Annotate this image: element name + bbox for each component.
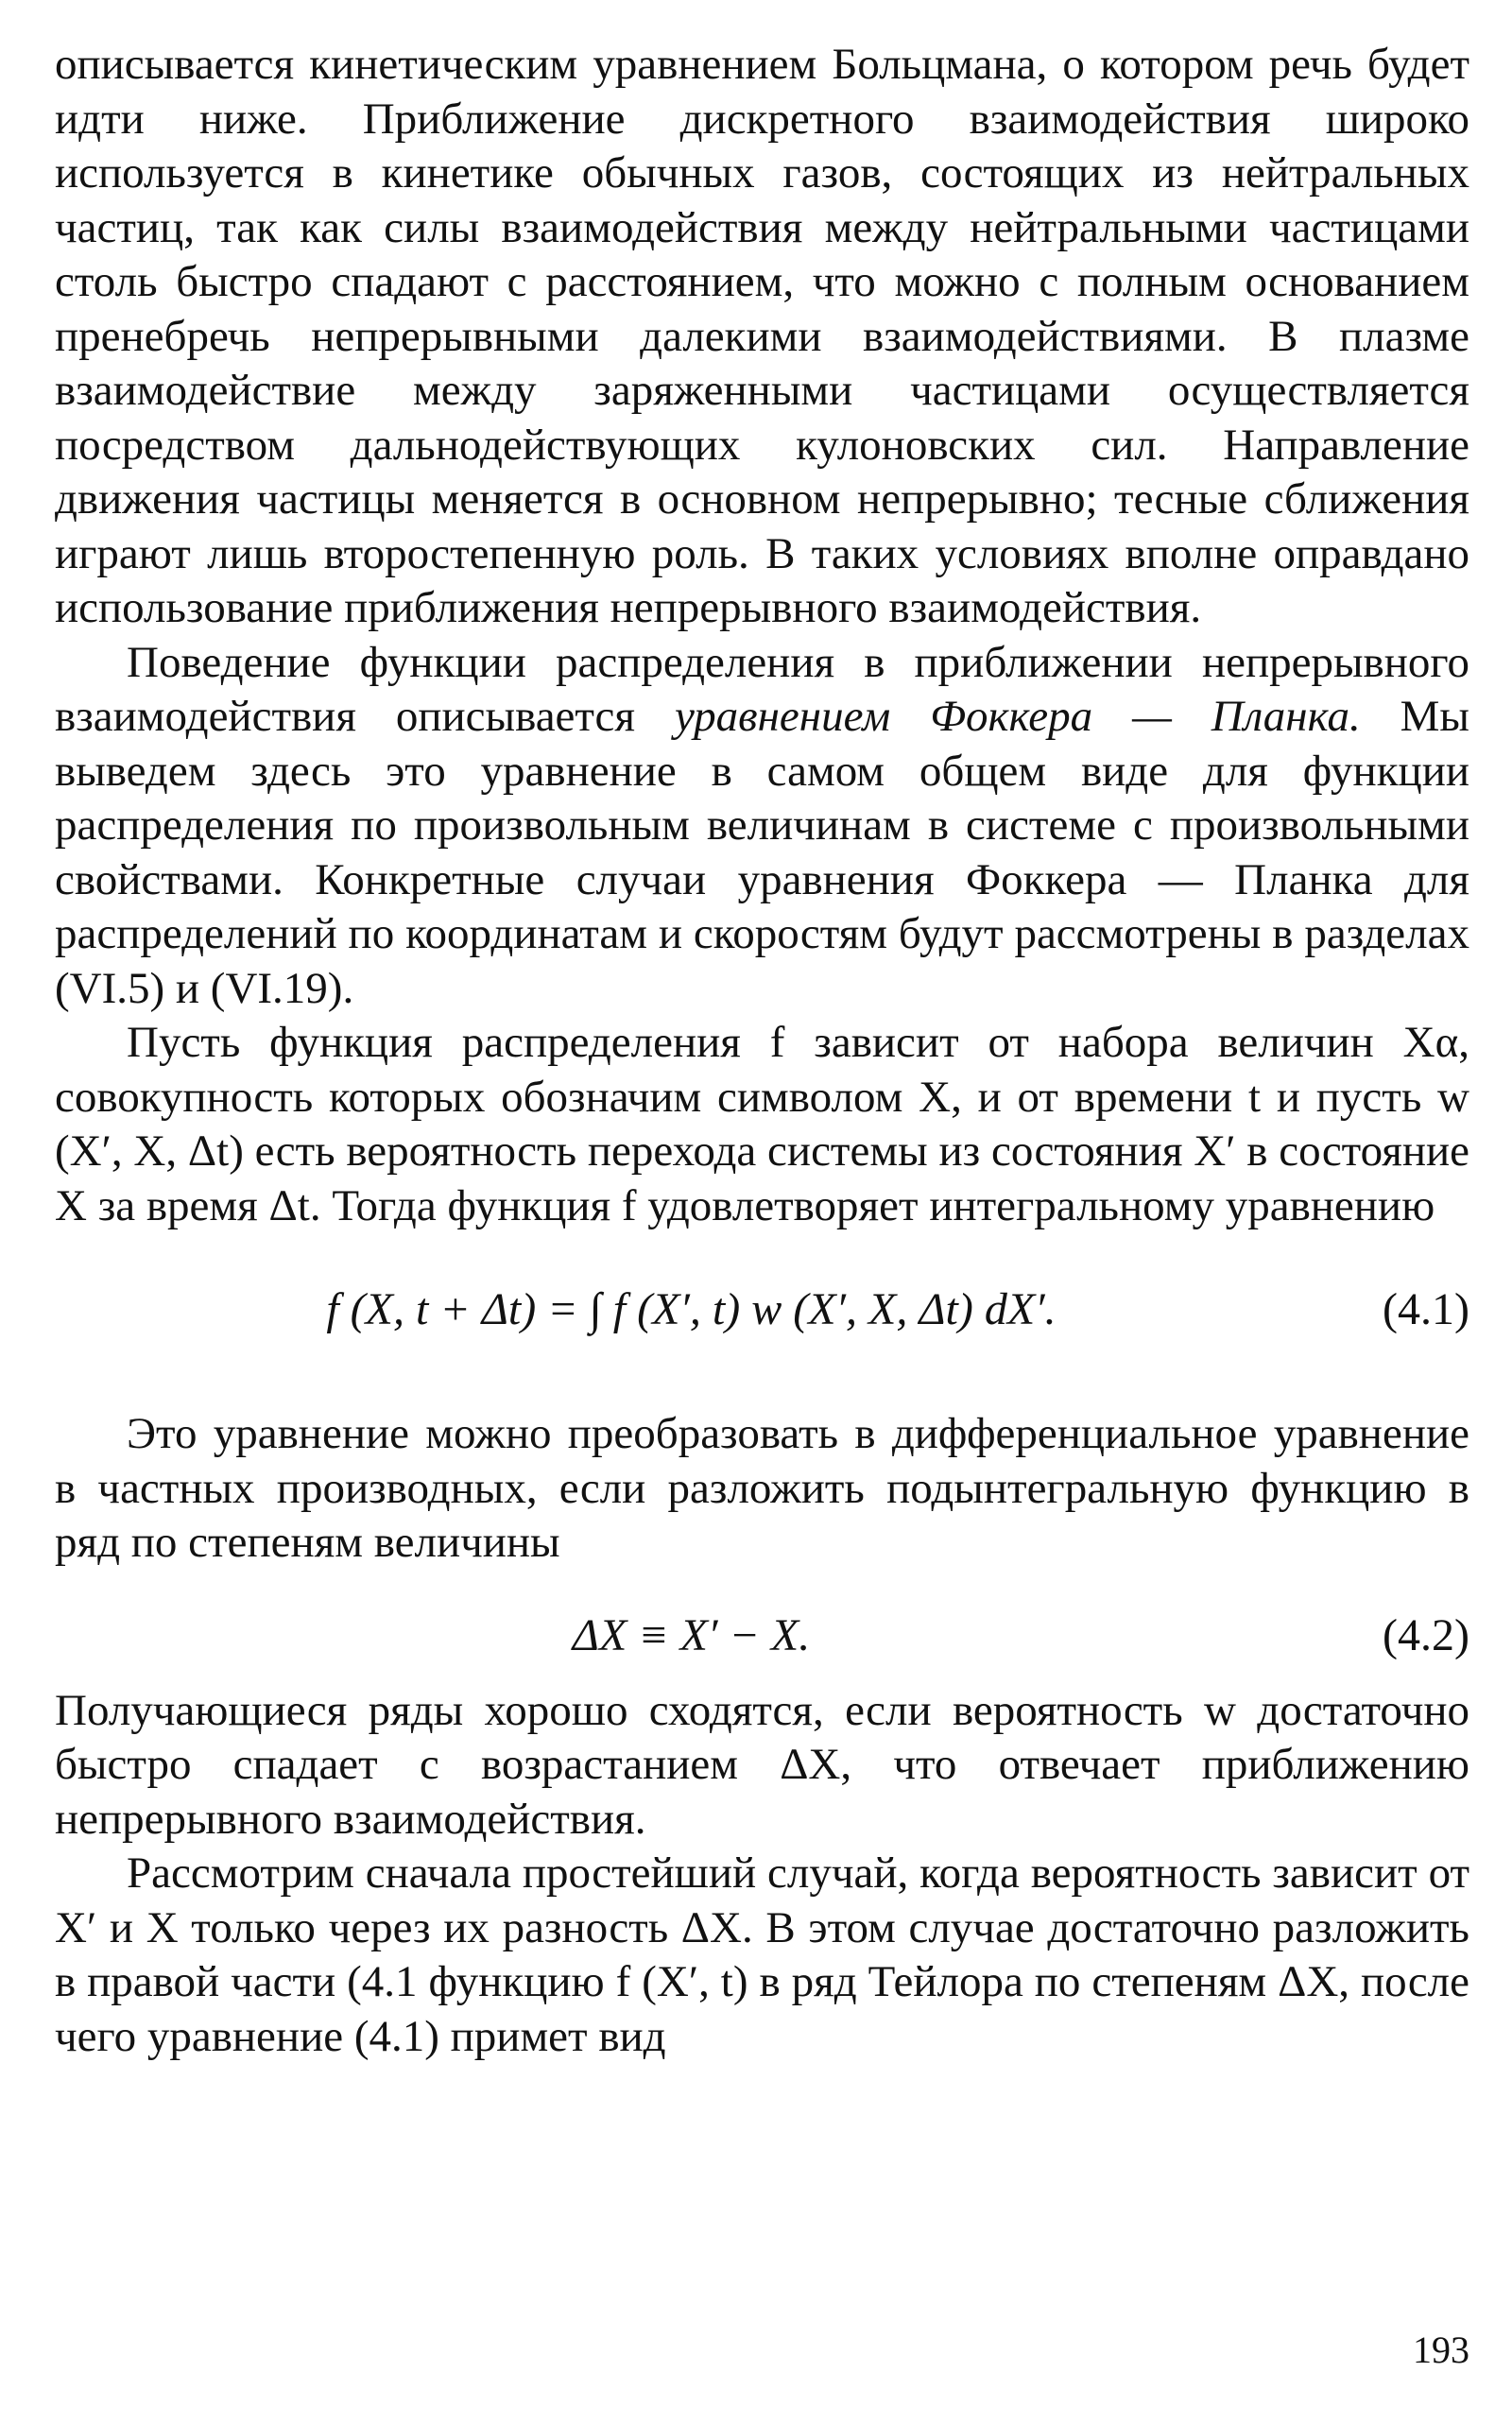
equation-body: ΔX ≡ X′ − X. [572, 1609, 811, 1660]
equation-body: f (X, t + Δt) = ∫ f (X′, t) w (X′, X, Δt) dX′. [326, 1284, 1057, 1334]
paragraph-distribution-function: Пусть функция распределения f зависит от набора величин Xα, совокупность которых обозначим символом X, и от времени t и пусть w (X′, X, Δt) есть вероятность перехода системы из состояния X′ в состояние X за время Δt. Тогда функция f удовлетворяет интегральному уравнению [55, 1018, 1469, 1230]
paragraph-boltzmann: описывается кинетическим уравнением Больцмана, о котором речь будет идти ниже. Приближение дискретного взаимодействия широко используется в кинетике обычных газов, состоящих из нейтральных частиц, так как силы взаимодействия между нейтральными частицами столь быстро спадают с расстоянием, что можно с полным основанием пренебречь непрерывными далекими взаимодействиями. В плазме взаимодействие между заряженными частицами осуществляется посредством дальнодействующих кулоновских сил. Направление движения частицы меняется в основном непрерывно; тесные сближения играют лишь второстепенную роль. В таких условиях вполне оправдано использование приближения непрерывного взаимодействия. [55, 40, 1469, 632]
paragraph-taylor: Рассмотрим сначала простейший случай, когда вероятность зависит от X′ и X только через их разность ΔX. В этом случае достаточно разложить в правой части (4.1 функцию f (X′, t) в ряд Тейлора по степеням ΔX, после чего уравнение (4.1) примет вид [55, 1848, 1469, 2061]
equation-number: (4.2) [1383, 1609, 1469, 1660]
page-number: 193 [1413, 2329, 1469, 2371]
paragraph-fokker-planck-intro [55, 636, 1469, 1017]
paragraph-transform: Это уравнение можно преобразовать в дифференциальное уравнение в частных производных, если разложить подынтегральную функцию в ряд по степеням величины [55, 1409, 1469, 1567]
equation-4-1 [55, 1269, 1469, 1350]
paragraph-text: Поведение функции распределения в приближении непрерывного взаимодействия описывается [55, 637, 1469, 741]
equation-number: (4.1) [1383, 1284, 1469, 1334]
paragraph-text: Мы выведем здесь это уравнение в самом общем виде для функции распределения по произвольным величинам в системе с произвольными свойствами. Конкретные случаи уравнения Фоккера — Планка для распределений по координатам и скоростям будут рассмотрены в разделах (VI.5) и (VI.19). [55, 692, 1470, 1013]
paragraph-convergence: Получающиеся ряды хорошо сходятся, если вероятность w достаточно быстро спадает с возрастанием ΔX, что отвечает приближению непрерывного взаимодействия. [55, 1685, 1469, 1844]
equation-4-2 [55, 1595, 1469, 1676]
emphasized-term: уравнением Фоккера — Планка. [674, 692, 1361, 741]
